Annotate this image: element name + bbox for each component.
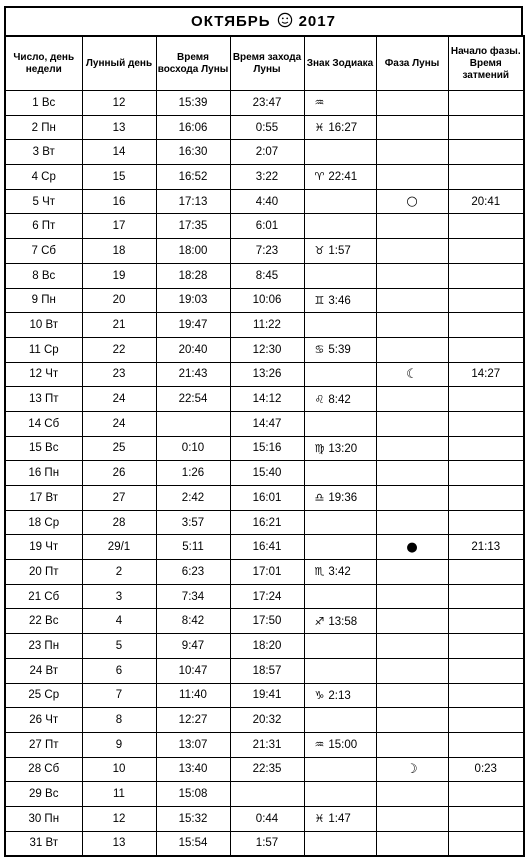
cell-zodiac — [304, 683, 376, 708]
cell-zodiac — [304, 239, 376, 264]
cell-zodiac — [304, 115, 376, 140]
cell-moonset: 21:31 — [230, 732, 304, 757]
zodiac-sign-icon: ♊ — [314, 293, 325, 307]
table-row — [5, 313, 524, 338]
calendar-page — [4, 6, 523, 857]
cell-lunar-day: 5 — [82, 634, 156, 659]
cell-date: 31 Вт — [5, 831, 82, 856]
cell-moon-phase — [376, 337, 448, 362]
table-row — [5, 708, 524, 733]
cell-lunar-day: 10 — [82, 757, 156, 782]
zodiac-time: 13:58 — [328, 615, 358, 628]
cell-zodiac — [304, 313, 376, 338]
cell-phase-time — [448, 411, 524, 436]
cell-moonrise: 3:57 — [156, 510, 230, 535]
zodiac-time: 5:39 — [328, 344, 351, 357]
cell-moonset: 12:30 — [230, 337, 304, 362]
cell-moon-phase — [376, 165, 448, 190]
cell-moonset: 17:50 — [230, 609, 304, 634]
zodiac-sign-icon: ♌ — [314, 392, 325, 406]
table-row — [5, 510, 524, 535]
cell-zodiac — [304, 387, 376, 412]
cell-phase-time — [448, 634, 524, 659]
zodiac-sign-icon: ♓ — [314, 812, 325, 826]
title-year: 2017 — [298, 13, 336, 30]
cell-date: 16 Пн — [5, 461, 82, 486]
cell-phase-time — [448, 288, 524, 313]
zodiac-time: 2:13 — [328, 689, 351, 702]
cell-moon-phase — [376, 288, 448, 313]
table-row — [5, 782, 524, 807]
table-row — [5, 263, 524, 288]
zodiac-sign-icon: ♏ — [314, 565, 325, 579]
cell-moonrise: 1:26 — [156, 461, 230, 486]
cell-zodiac — [304, 782, 376, 807]
cell-moonset: 16:21 — [230, 510, 304, 535]
cell-moon-phase — [376, 782, 448, 807]
zodiac-sign-icon: ♒ — [314, 96, 325, 110]
zodiac-time: 3:46 — [328, 294, 351, 307]
cell-date: 24 Вт — [5, 658, 82, 683]
cell-date: 29 Вс — [5, 782, 82, 807]
cell-lunar-day: 20 — [82, 288, 156, 313]
cell-lunar-day: 13 — [82, 831, 156, 856]
cell-moonrise: 12:27 — [156, 708, 230, 733]
table-row — [5, 486, 524, 511]
cell-lunar-day: 19 — [82, 263, 156, 288]
cell-moon-phase — [376, 115, 448, 140]
cell-phase-time — [448, 263, 524, 288]
cell-moonset: 15:40 — [230, 461, 304, 486]
table-row — [5, 165, 524, 190]
cell-moonrise — [156, 411, 230, 436]
cell-phase-time — [448, 313, 524, 338]
cell-lunar-day: 3 — [82, 584, 156, 609]
cell-lunar-day: 13 — [82, 115, 156, 140]
cell-moonset: 18:20 — [230, 634, 304, 659]
cell-moon-phase — [376, 683, 448, 708]
cell-lunar-day: 24 — [82, 387, 156, 412]
cell-moon-phase: ☽ — [376, 757, 448, 782]
cell-phase-time — [448, 510, 524, 535]
cell-lunar-day: 28 — [82, 510, 156, 535]
cell-zodiac — [304, 584, 376, 609]
cell-date: 17 Вт — [5, 486, 82, 511]
cell-date: 21 Сб — [5, 584, 82, 609]
cell-lunar-day: 16 — [82, 189, 156, 214]
cell-lunar-day: 29/1 — [82, 535, 156, 560]
cell-date: 4 Ср — [5, 165, 82, 190]
cell-phase-time — [448, 165, 524, 190]
cell-moonset: 17:24 — [230, 584, 304, 609]
cell-date: 11 Ср — [5, 337, 82, 362]
cell-moonrise: 17:13 — [156, 189, 230, 214]
cell-phase-time — [448, 708, 524, 733]
table-row — [5, 411, 524, 436]
cell-moonrise: 15:39 — [156, 91, 230, 116]
cell-moon-phase: ● — [376, 535, 448, 560]
cell-lunar-day: 21 — [82, 313, 156, 338]
cell-zodiac — [304, 91, 376, 116]
cell-moonrise: 16:52 — [156, 165, 230, 190]
cell-moonset: 14:47 — [230, 411, 304, 436]
header-phase: Фаза Луны — [376, 36, 448, 91]
cell-date: 22 Вс — [5, 609, 82, 634]
cell-moon-phase — [376, 634, 448, 659]
cell-lunar-day: 25 — [82, 436, 156, 461]
zodiac-sign-icon: ♍ — [314, 441, 325, 455]
table-row — [5, 140, 524, 165]
cell-lunar-day: 4 — [82, 609, 156, 634]
cell-date: 13 Пт — [5, 387, 82, 412]
cell-moonset: 3:22 — [230, 165, 304, 190]
table-row — [5, 535, 524, 560]
cell-date: 1 Вс — [5, 91, 82, 116]
cell-moon-phase: ○ — [376, 189, 448, 214]
cell-moon-phase — [376, 411, 448, 436]
zodiac-time: 22:41 — [328, 171, 358, 184]
header-lunar-day: Лунный день — [82, 36, 156, 91]
table-row — [5, 634, 524, 659]
cell-moonrise: 13:40 — [156, 757, 230, 782]
cell-phase-time — [448, 115, 524, 140]
cell-moon-phase — [376, 263, 448, 288]
cell-phase-time — [448, 91, 524, 116]
cell-moonrise: 15:08 — [156, 782, 230, 807]
table-row — [5, 658, 524, 683]
cell-date: 10 Вт — [5, 313, 82, 338]
zodiac-time: 3:42 — [328, 566, 351, 579]
table-row — [5, 115, 524, 140]
table-row — [5, 436, 524, 461]
cell-zodiac — [304, 263, 376, 288]
cell-zodiac — [304, 288, 376, 313]
cell-moonrise: 16:30 — [156, 140, 230, 165]
cell-moonset: 18:57 — [230, 658, 304, 683]
cell-moon-phase — [376, 658, 448, 683]
cell-lunar-day: 15 — [82, 165, 156, 190]
cell-moonrise: 15:54 — [156, 831, 230, 856]
cell-moonrise: 8:42 — [156, 609, 230, 634]
table-row — [5, 91, 524, 116]
cell-moonrise: 11:40 — [156, 683, 230, 708]
cell-phase-time — [448, 732, 524, 757]
cell-moon-phase — [376, 831, 448, 856]
cell-phase-time — [448, 461, 524, 486]
cell-zodiac — [304, 461, 376, 486]
header-phase-start: Начало фазы. Время затмений — [448, 36, 524, 91]
cell-moonrise: 6:23 — [156, 560, 230, 585]
cell-moon-phase — [376, 584, 448, 609]
cell-phase-time — [448, 436, 524, 461]
cell-moonset: 14:12 — [230, 387, 304, 412]
table-row — [5, 683, 524, 708]
zodiac-time: 16:27 — [328, 122, 358, 135]
title-month: ОКТЯБРЬ — [191, 13, 271, 30]
table-row — [5, 214, 524, 239]
table-row — [5, 387, 524, 412]
cell-zodiac — [304, 757, 376, 782]
table-row — [5, 288, 524, 313]
cell-moonrise: 15:32 — [156, 806, 230, 831]
cell-zodiac — [304, 486, 376, 511]
cell-lunar-day: 24 — [82, 411, 156, 436]
cell-phase-time — [448, 387, 524, 412]
cell-phase-time: 0:23 — [448, 757, 524, 782]
cell-moonrise: 10:47 — [156, 658, 230, 683]
zodiac-sign-icon: ♋ — [314, 343, 325, 357]
cell-moonset: 2:07 — [230, 140, 304, 165]
cell-lunar-day: 17 — [82, 214, 156, 239]
cell-phase-time — [448, 560, 524, 585]
cell-date: 2 Пн — [5, 115, 82, 140]
table-row — [5, 461, 524, 486]
cell-phase-time — [448, 486, 524, 511]
cell-phase-time — [448, 831, 524, 856]
cell-moonrise: 22:54 — [156, 387, 230, 412]
cell-date: 15 Вс — [5, 436, 82, 461]
cell-moon-phase: ☾ — [376, 362, 448, 387]
cell-moon-phase — [376, 436, 448, 461]
cell-moon-phase — [376, 461, 448, 486]
cell-lunar-day: 7 — [82, 683, 156, 708]
cell-zodiac — [304, 560, 376, 585]
cell-moonset: 8:45 — [230, 263, 304, 288]
cell-moonset: 22:35 — [230, 757, 304, 782]
table-row — [5, 609, 524, 634]
cell-phase-time — [448, 683, 524, 708]
cell-zodiac — [304, 510, 376, 535]
cell-date: 25 Ср — [5, 683, 82, 708]
cell-zodiac — [304, 189, 376, 214]
table-row — [5, 362, 524, 387]
zodiac-sign-icon: ♉ — [314, 244, 325, 258]
cell-lunar-day: 11 — [82, 782, 156, 807]
cell-moonset: 15:16 — [230, 436, 304, 461]
page-title — [4, 6, 523, 35]
table-row — [5, 806, 524, 831]
cell-zodiac — [304, 165, 376, 190]
cell-lunar-day: 2 — [82, 560, 156, 585]
cell-moonset — [230, 782, 304, 807]
header-zodiac: Знак Зодиака — [304, 36, 376, 91]
cell-date: 26 Чт — [5, 708, 82, 733]
cell-date: 8 Вс — [5, 263, 82, 288]
cell-moon-phase — [376, 609, 448, 634]
cell-zodiac — [304, 214, 376, 239]
cell-moonset: 0:44 — [230, 806, 304, 831]
table-header-row — [5, 36, 524, 91]
cell-moonrise: 9:47 — [156, 634, 230, 659]
zodiac-time: 13:20 — [328, 442, 358, 455]
cell-zodiac — [304, 609, 376, 634]
table-row — [5, 239, 524, 264]
cell-moonset: 17:01 — [230, 560, 304, 585]
header-date: Число, день недели — [5, 36, 82, 91]
cell-zodiac — [304, 634, 376, 659]
cell-moonset: 13:26 — [230, 362, 304, 387]
cell-date: 30 Пн — [5, 806, 82, 831]
cell-moonset: 4:40 — [230, 189, 304, 214]
table-row — [5, 584, 524, 609]
cell-lunar-day: 8 — [82, 708, 156, 733]
cell-zodiac — [304, 140, 376, 165]
table-row — [5, 337, 524, 362]
zodiac-sign-icon: ♓ — [314, 121, 325, 135]
cell-lunar-day: 14 — [82, 140, 156, 165]
cell-moonrise: 18:28 — [156, 263, 230, 288]
cell-moonset: 10:06 — [230, 288, 304, 313]
cell-zodiac — [304, 535, 376, 560]
cell-moon-phase — [376, 239, 448, 264]
cell-date: 7 Сб — [5, 239, 82, 264]
cell-date: 27 Пт — [5, 732, 82, 757]
cell-moonrise: 2:42 — [156, 486, 230, 511]
cell-phase-time — [448, 239, 524, 264]
cell-lunar-day: 26 — [82, 461, 156, 486]
cell-moonrise: 5:11 — [156, 535, 230, 560]
cell-moonrise: 17:35 — [156, 214, 230, 239]
cell-zodiac — [304, 732, 376, 757]
cell-moon-phase — [376, 387, 448, 412]
cell-zodiac — [304, 337, 376, 362]
cell-moonset: 6:01 — [230, 214, 304, 239]
cell-moonrise: 7:34 — [156, 584, 230, 609]
cell-moonrise: 19:03 — [156, 288, 230, 313]
table-row — [5, 560, 524, 585]
header-moonrise: Время восхода Луны — [156, 36, 230, 91]
cell-lunar-day: 27 — [82, 486, 156, 511]
cell-zodiac — [304, 362, 376, 387]
cell-phase-time — [448, 782, 524, 807]
cell-phase-time: 14:27 — [448, 362, 524, 387]
cell-phase-time — [448, 140, 524, 165]
cell-lunar-day: 6 — [82, 658, 156, 683]
cell-lunar-day: 23 — [82, 362, 156, 387]
cell-zodiac — [304, 658, 376, 683]
zodiac-time: 8:42 — [328, 393, 351, 406]
cell-moon-phase — [376, 806, 448, 831]
cell-phase-time — [448, 584, 524, 609]
cell-phase-time — [448, 337, 524, 362]
cell-moonset: 16:41 — [230, 535, 304, 560]
cell-phase-time — [448, 806, 524, 831]
cell-moon-phase — [376, 140, 448, 165]
cell-zodiac — [304, 806, 376, 831]
cell-moon-phase — [376, 313, 448, 338]
cell-lunar-day: 12 — [82, 91, 156, 116]
cell-moonset: 19:41 — [230, 683, 304, 708]
zodiac-time: 19:36 — [328, 492, 358, 505]
cell-moonset: 16:01 — [230, 486, 304, 511]
cell-moon-phase — [376, 708, 448, 733]
cell-zodiac — [304, 411, 376, 436]
cell-moonrise: 13:07 — [156, 732, 230, 757]
zodiac-time: 15:00 — [328, 739, 358, 752]
zodiac-sign-icon: ♑ — [314, 688, 325, 702]
cell-phase-time — [448, 214, 524, 239]
cell-date: 14 Сб — [5, 411, 82, 436]
cell-zodiac — [304, 831, 376, 856]
cell-moon-phase — [376, 510, 448, 535]
cell-moonset: 0:55 — [230, 115, 304, 140]
cell-moonrise: 16:06 — [156, 115, 230, 140]
zodiac-sign-icon: ♎ — [314, 491, 325, 505]
cell-moonrise: 21:43 — [156, 362, 230, 387]
cell-date: 28 Сб — [5, 757, 82, 782]
header-moonset: Время захода Луны — [230, 36, 304, 91]
cell-phase-time: 20:41 — [448, 189, 524, 214]
cell-phase-time — [448, 609, 524, 634]
cell-moon-phase — [376, 732, 448, 757]
table-row — [5, 732, 524, 757]
cell-lunar-day: 22 — [82, 337, 156, 362]
cell-date: 19 Чт — [5, 535, 82, 560]
cell-date: 6 Пт — [5, 214, 82, 239]
cell-moonrise: 18:00 — [156, 239, 230, 264]
zodiac-time: 1:47 — [328, 813, 351, 826]
cell-moonset: 7:23 — [230, 239, 304, 264]
table-row — [5, 189, 524, 214]
moon-face-icon — [277, 12, 293, 31]
cell-zodiac — [304, 436, 376, 461]
cell-date: 18 Ср — [5, 510, 82, 535]
zodiac-sign-icon: ♐ — [314, 614, 325, 628]
zodiac-time: 1:57 — [328, 245, 351, 258]
cell-phase-time — [448, 658, 524, 683]
table-row — [5, 831, 524, 856]
cell-date: 23 Пн — [5, 634, 82, 659]
cell-moon-phase — [376, 560, 448, 585]
cell-moon-phase — [376, 486, 448, 511]
cell-date: 5 Чт — [5, 189, 82, 214]
cell-phase-time: 21:13 — [448, 535, 524, 560]
cell-moonset: 20:32 — [230, 708, 304, 733]
zodiac-sign-icon: ♒ — [314, 738, 325, 752]
cell-zodiac — [304, 708, 376, 733]
cell-moon-phase — [376, 91, 448, 116]
cell-date: 12 Чт — [5, 362, 82, 387]
cell-lunar-day: 18 — [82, 239, 156, 264]
cell-moon-phase — [376, 214, 448, 239]
cell-lunar-day: 9 — [82, 732, 156, 757]
cell-moonrise: 0:10 — [156, 436, 230, 461]
cell-moonrise: 19:47 — [156, 313, 230, 338]
cell-moonrise: 20:40 — [156, 337, 230, 362]
cell-date: 3 Вт — [5, 140, 82, 165]
cell-lunar-day: 12 — [82, 806, 156, 831]
cell-moonset: 23:47 — [230, 91, 304, 116]
zodiac-sign-icon: ♈ — [314, 170, 325, 184]
cell-date: 20 Пт — [5, 560, 82, 585]
cell-moonset: 11:22 — [230, 313, 304, 338]
table-row — [5, 757, 524, 782]
moon-calendar-table — [4, 35, 525, 857]
cell-date: 9 Пн — [5, 288, 82, 313]
cell-moonset: 1:57 — [230, 831, 304, 856]
